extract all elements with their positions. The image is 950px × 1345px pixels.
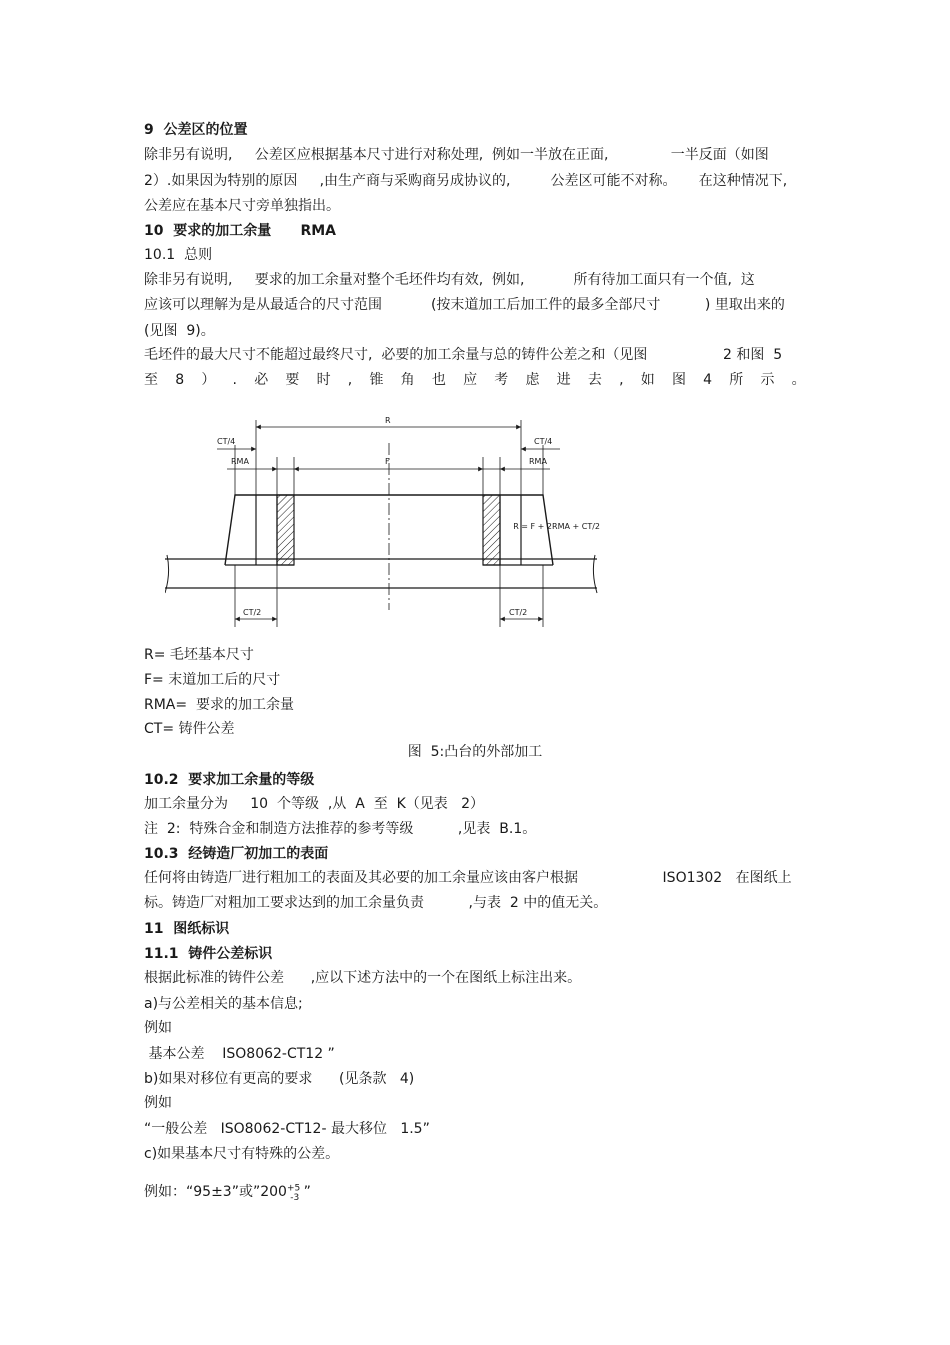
section-11-1-heading: 11.1 铸件公差标识 [144,946,273,962]
section-9-text-line1: 除非另有说明, 公差区应根据基本尺寸进行对称处理, 例如一半放在正面, 一半反面（如图 [144,147,769,163]
justified-token: 如 [640,372,655,388]
section-10-2-heading: 10.2 要求加工余量的等级 [144,772,315,788]
justified-token: 图 [671,372,686,388]
justified-token: . [232,372,237,388]
justified-token: 时 [316,372,331,388]
example-quote-1: 基本公差 ISO8062-CT12 ” [144,1046,335,1062]
section-10-1-text-line4: 毛坯件的最大尺寸不能超过最终尺寸, 必要的加工余量与总的铸件公差之和（见图 2 和图 5 [144,347,783,363]
formula: R = F + 2RMA + CT/2 [513,522,600,531]
legend-f: F= 末道加工后的尺寸 [144,672,281,688]
label-rma-right: RMA [529,457,547,466]
justified-token: 4 [703,372,713,388]
example-tolerance-suffix: ” [299,1184,311,1200]
justified-token: 必 [254,372,269,388]
label-ct4-right: CT/4 [534,437,553,446]
section-10-1-heading: 10.1 总则 [144,247,213,263]
item-b: b)如果对移位有更高的要求 (见条款 4) [144,1071,415,1087]
justified-token: 。 [791,372,806,388]
rma-hatch-right [483,495,500,565]
label-r: R [385,416,391,425]
label-ct2-left: CT/2 [243,608,262,617]
section-10-3-text-line2: 标。铸造厂对粗加工要求达到的加工余量负责 ,与表 2 中的值无关。 [144,895,608,911]
justified-token: 也 [431,372,446,388]
justified-token: , [347,372,353,388]
section-10-1-text-line3: (见图 9)。 [144,323,215,339]
item-c: c)如果基本尺寸有特殊的公差。 [144,1146,340,1162]
section-10-heading: 10 要求的加工余量 RMA [144,223,337,239]
justified-token: 去 [587,372,602,388]
justified-token: 虑 [525,372,540,388]
justified-token: ） [201,372,216,388]
justified-token: 锥 [369,372,384,388]
justified-token: 示 [760,372,775,388]
upper-deviation: +5 [286,1183,301,1194]
example-tolerance-prefix: 例如：“95±3”或”200 [144,1184,287,1200]
label-ct4-left: CT/4 [217,437,236,446]
legend-ct: CT= 铸件公差 [144,721,235,737]
example-tolerance [144,1183,311,1201]
item-a: a)与公差相关的基本信息; [144,996,303,1012]
justified-token: 进 [556,372,571,388]
lower-deviation: -3 [290,1192,300,1203]
legend-rma: RMA= 要求的加工余量 [144,697,295,713]
justified-token: 考 [494,372,509,388]
section-9-text-line3: 公差应在基本尺寸旁单独指出。 [144,198,340,214]
section-11-heading: 11 图纸标识 [144,921,230,937]
example-quote-2: “一般公差 ISO8062-CT12- 最大移位 1.5” [144,1121,430,1137]
justified-token: 要 [285,372,300,388]
justified-token: 所 [729,372,744,388]
section-10-1-text-line5 [144,371,806,389]
break-line-right [593,555,597,593]
label-f: F [385,457,390,466]
figure-caption: 图 5:凸台的外部加工 [407,744,543,760]
justified-token: 应 [463,372,478,388]
section-9-heading: 9 公差区的位置 [144,122,248,138]
section-10-1-text-line1: 除非另有说明, 要求的加工余量对整个毛坯件均有效, 例如, 所有待加工面只有一个值, 这 [144,272,755,288]
section-11-1-text: 根据此标准的铸件公差 ,应以下述方法中的一个在图纸上标注出来。 [144,970,582,986]
section-10-2-note: 注 2: 特殊合金和制造方法推荐的参考等级 ,见表 B.1。 [144,821,537,837]
section-10-3-heading: 10.3 经铸造厂初加工的表面 [144,846,329,862]
label-rma-left: RMA [231,457,249,466]
justified-token: , [619,372,624,388]
break-line-left [165,555,169,593]
section-10-3-text-line1: 任何将由铸造厂进行粗加工的表面及其必要的加工余量应该由客户根据 ISO1302 在图纸上 [144,870,792,886]
justified-token: 8 [175,372,185,388]
label-ct2-right: CT/2 [509,608,528,617]
section-10-1-text-line2: 应该可以理解为是从最适合的尺寸范围 (按末道加工后加工件的最多全部尺寸 ) 里取出来的 [144,297,785,313]
justified-token: 至 [144,372,158,388]
figure-boss-machining [165,405,605,630]
example-label-1: 例如 [144,1020,172,1036]
section-9-text-line2: 2）.如果因为特别的原因 ,由生产商与采购商另成协议的, 公差区可能不对称。 在这种情况下, [144,173,788,189]
legend-r: R= 毛坯基本尺寸 [144,647,254,663]
section-10-2-text: 加工余量分为 10 个等级 ,从 A 至 K（见表 2） [144,796,485,812]
example-label-2: 例如 [144,1095,172,1111]
justified-token: 角 [400,372,415,388]
rma-hatch-left [277,495,294,565]
